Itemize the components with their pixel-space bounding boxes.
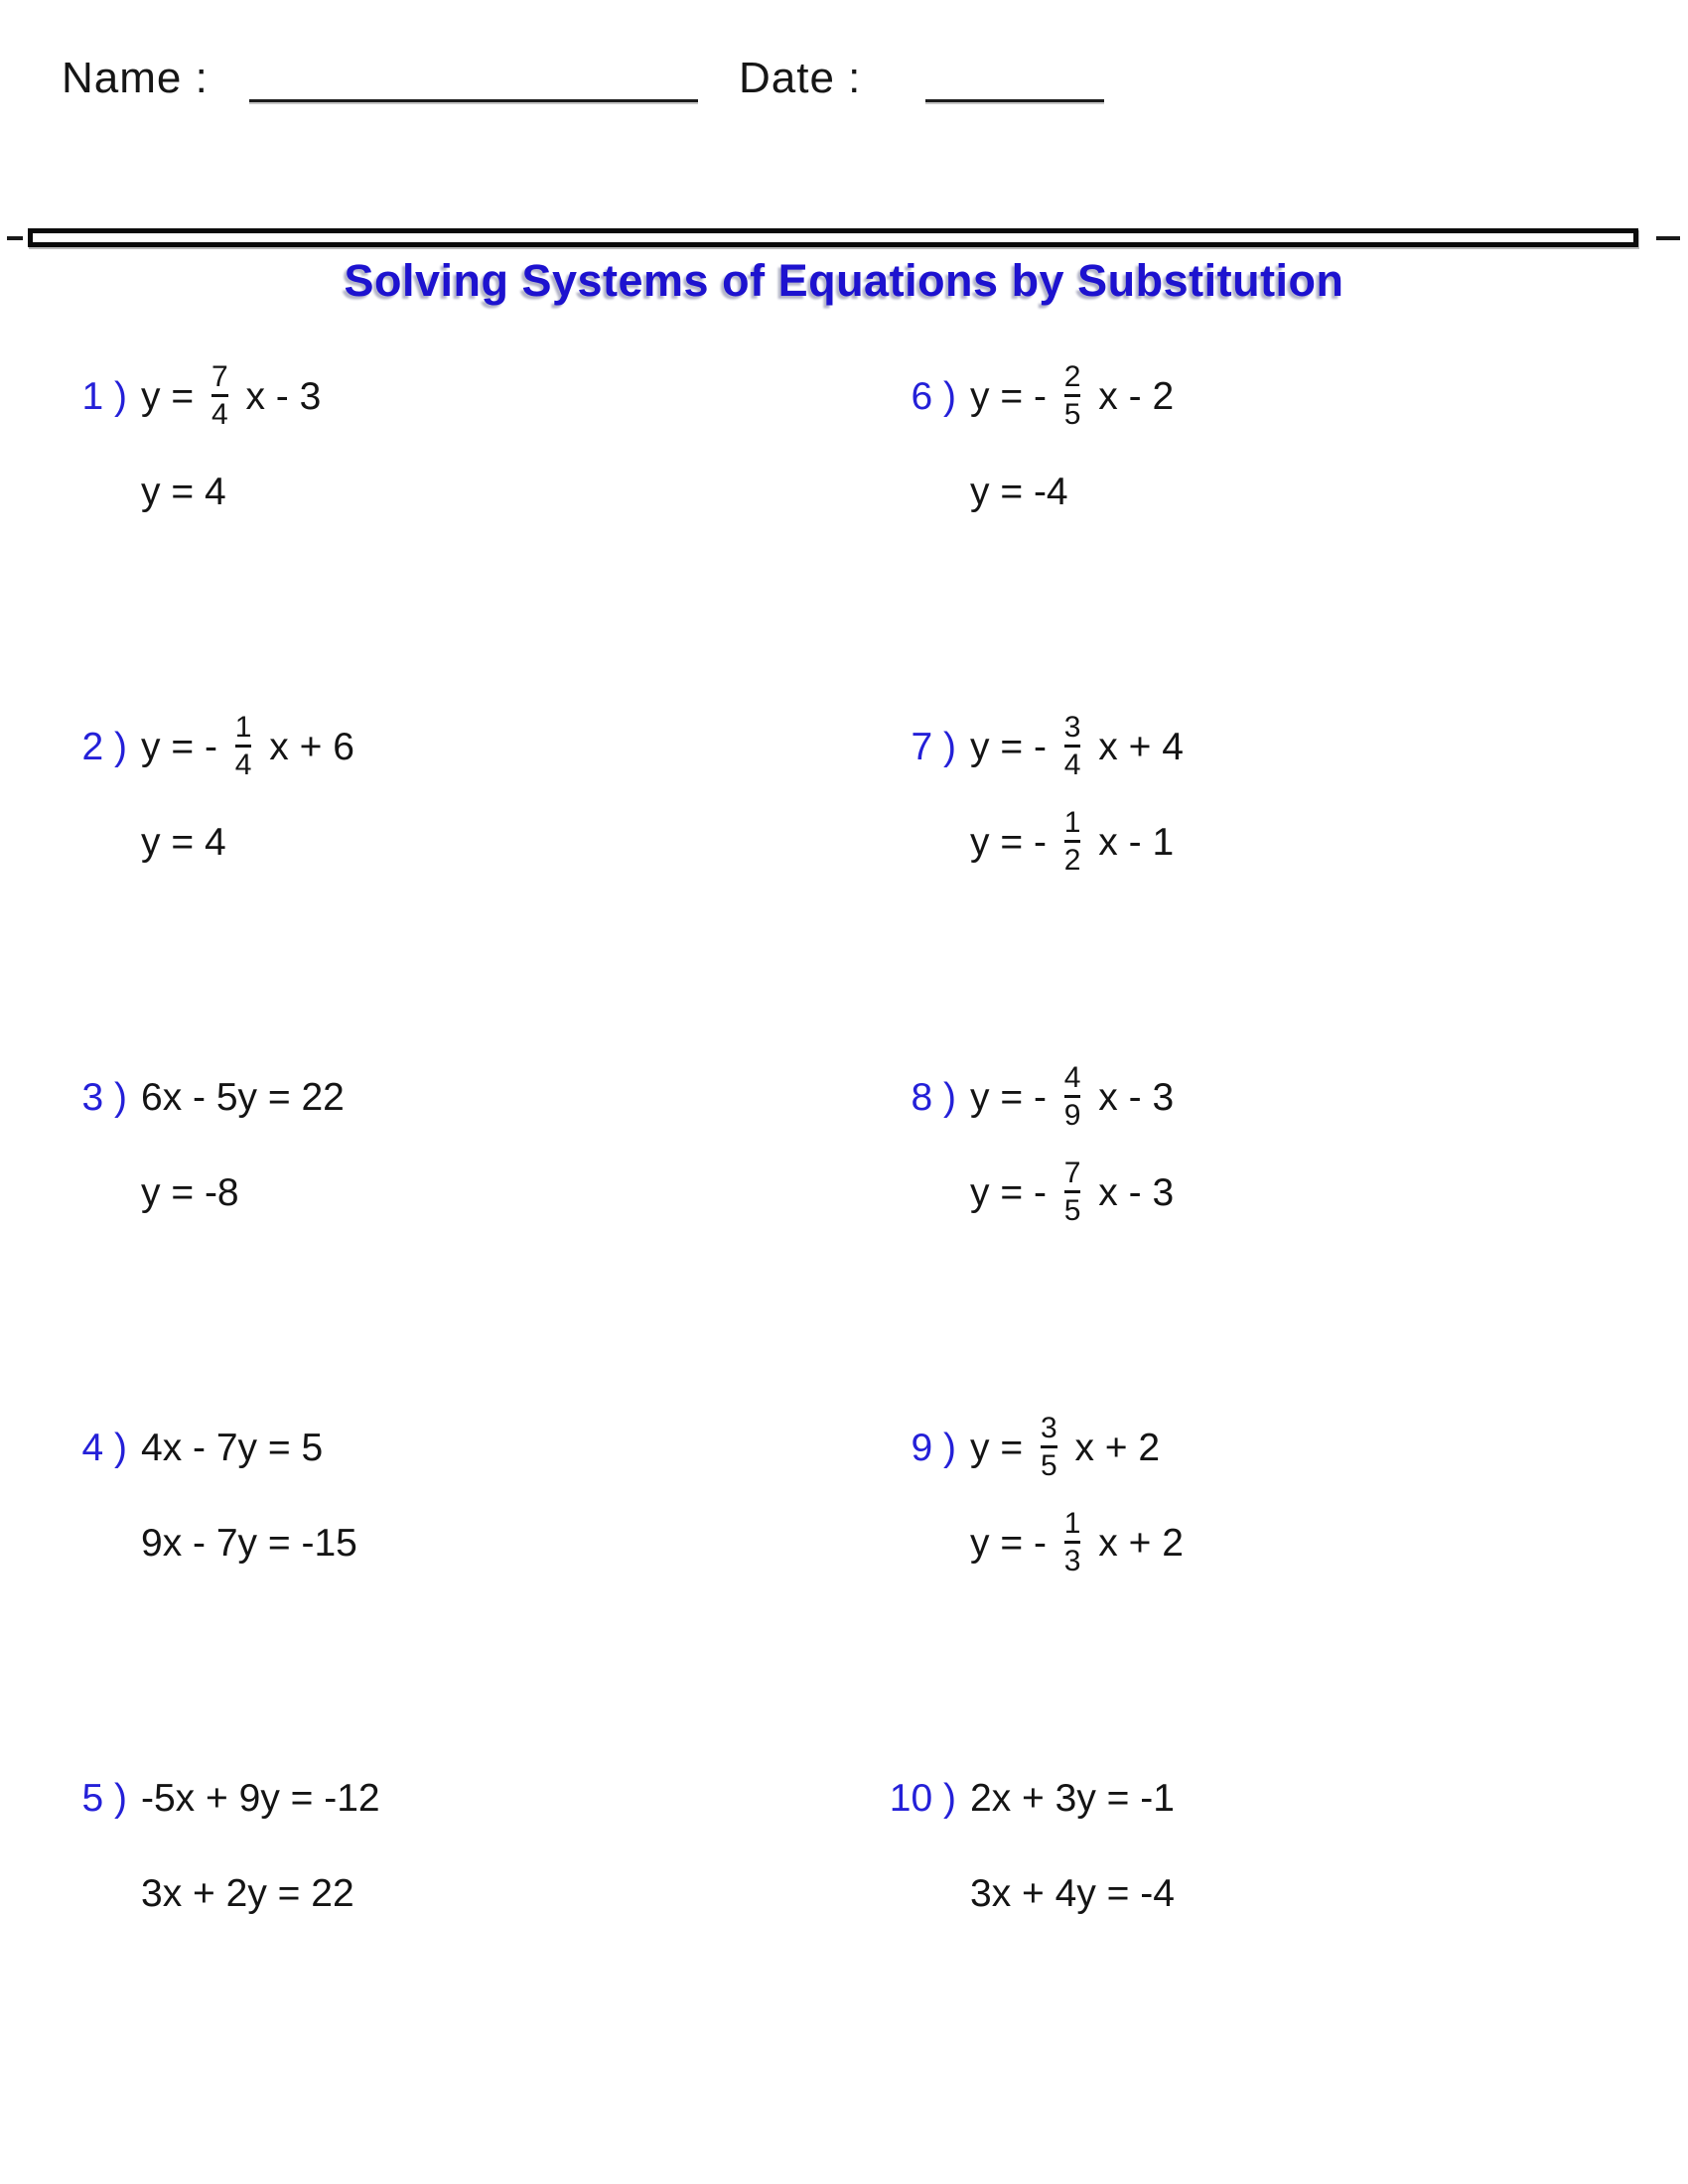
name-label: Name :	[62, 54, 209, 102]
fraction-bar	[1041, 1445, 1057, 1448]
problem-equations	[970, 1401, 1184, 1591]
equation-line-1	[141, 1050, 345, 1146]
equation-text: x - 3	[1087, 1171, 1175, 1214]
fraction	[1064, 361, 1081, 432]
problem-9	[829, 1401, 1688, 1751]
horizontal-rule	[28, 228, 1638, 247]
equation-text: y = -8	[141, 1171, 239, 1214]
equation-line-2	[970, 1846, 1175, 1942]
equation-line-1	[141, 1401, 357, 1496]
fraction-numerator: 1	[234, 710, 252, 744]
equation-text: 2x + 3y = -1	[970, 1777, 1175, 1820]
equation-line-1	[970, 349, 1174, 445]
problems-grid	[0, 349, 1688, 2102]
problem-number: 3 )	[81, 1076, 127, 1119]
equation-text: x + 2	[1063, 1427, 1161, 1469]
fraction	[1041, 1413, 1057, 1483]
fraction-denominator: 5	[1040, 1449, 1057, 1482]
equation-text: x + 6	[258, 726, 354, 768]
name-blank-line	[249, 99, 698, 102]
equation-text: 6x - 5y = 22	[141, 1076, 345, 1119]
equation-text: y = -	[970, 1522, 1057, 1565]
equation-text: y = -	[970, 1076, 1057, 1119]
problem-equations	[141, 1751, 380, 1942]
problem-1	[0, 349, 829, 700]
problem-number: 10 )	[889, 1777, 956, 1820]
fraction-numerator: 2	[1063, 359, 1081, 393]
fraction	[211, 361, 228, 432]
fraction	[235, 712, 252, 782]
fraction	[1064, 807, 1081, 878]
fraction-denominator: 5	[1063, 398, 1081, 431]
fraction	[1064, 712, 1081, 782]
fraction-bar	[1064, 1541, 1081, 1544]
equation-text: x - 3	[1087, 1076, 1175, 1119]
fraction-denominator: 2	[1063, 844, 1081, 877]
rule-end-dash-left	[7, 236, 23, 240]
equation-text: y = 4	[141, 471, 226, 513]
problem-4	[0, 1401, 829, 1751]
problem-8	[829, 1050, 1688, 1401]
equation-text: -5x + 9y = -12	[141, 1777, 380, 1820]
equation-line-1	[970, 700, 1184, 795]
equation-line-1	[141, 1751, 380, 1846]
equation-line-2	[141, 795, 354, 890]
equation-line-2	[141, 445, 321, 540]
fraction-denominator: 3	[1063, 1545, 1081, 1577]
equation-line-1	[970, 1050, 1174, 1146]
fraction	[1064, 1508, 1081, 1578]
equation-line-2	[970, 1146, 1174, 1241]
fraction-denominator: 5	[1063, 1194, 1081, 1227]
equation-line-1	[970, 1401, 1184, 1496]
problem-number: 8 )	[911, 1076, 956, 1119]
equation-line-2	[970, 795, 1184, 890]
fraction-bar	[1064, 745, 1081, 748]
equation-text: x + 2	[1087, 1522, 1184, 1565]
fraction-denominator: 9	[1063, 1099, 1081, 1132]
problem-equations	[970, 1050, 1174, 1241]
problem-number: 4 )	[81, 1427, 127, 1469]
equation-line-2	[970, 1496, 1184, 1591]
equation-line-2	[141, 1846, 380, 1942]
equation-line-2	[141, 1146, 345, 1241]
problem-equations	[141, 349, 321, 540]
problem-equations	[970, 349, 1174, 540]
problem-3	[0, 1050, 829, 1401]
problem-number: 9 )	[911, 1427, 956, 1469]
equation-text: y = -	[970, 1171, 1057, 1214]
problem-equations	[141, 700, 354, 890]
fraction-bar	[1064, 394, 1081, 397]
equation-text: 4x - 7y = 5	[141, 1427, 324, 1469]
fraction-bar	[211, 394, 228, 397]
problem-number: 6 )	[911, 375, 956, 418]
equation-text: x + 4	[1087, 726, 1184, 768]
fraction-numerator: 7	[211, 359, 228, 393]
fraction-bar	[1064, 840, 1081, 843]
problem-number: 7 )	[911, 726, 956, 768]
equation-text: x - 2	[1087, 375, 1175, 418]
fraction-numerator: 7	[1063, 1156, 1081, 1189]
equation-line-1	[970, 1751, 1175, 1846]
problem-number: 5 )	[81, 1777, 127, 1820]
rule-end-dash-right	[1656, 236, 1680, 240]
equation-text: y =	[970, 1427, 1034, 1469]
problem-equations	[141, 1401, 357, 1591]
equation-text: 3x + 2y = 22	[141, 1872, 354, 1915]
equation-line-2	[970, 445, 1174, 540]
equation-line-2	[141, 1496, 357, 1591]
problem-5	[0, 1751, 829, 2102]
fraction-bar	[1064, 1095, 1081, 1098]
problem-6	[829, 349, 1688, 700]
equation-text: y = -	[141, 726, 228, 768]
problem-number: 1 )	[81, 375, 127, 418]
problem-equations	[970, 700, 1184, 890]
equation-text: x - 3	[234, 375, 322, 418]
worksheet-title: Solving Systems of Equations by Substitution	[344, 255, 1344, 306]
problem-7	[829, 700, 1688, 1050]
equation-line-1	[141, 700, 354, 795]
fraction-bar	[1064, 1190, 1081, 1193]
equation-text: y = 4	[141, 821, 226, 864]
equation-text: y =	[141, 375, 205, 418]
equation-line-1	[141, 349, 321, 445]
fraction-bar	[235, 745, 252, 748]
equation-text: y = -	[970, 726, 1057, 768]
fraction-numerator: 3	[1040, 1411, 1057, 1444]
problem-10	[829, 1751, 1688, 2102]
date-label: Date :	[739, 54, 862, 102]
equation-text: y = -4	[970, 471, 1068, 513]
fraction-denominator: 4	[1063, 749, 1081, 781]
fraction-numerator: 1	[1063, 1506, 1081, 1540]
fraction-numerator: 4	[1063, 1060, 1081, 1094]
fraction-numerator: 1	[1063, 805, 1081, 839]
date-blank-line	[925, 99, 1104, 102]
fraction	[1064, 1158, 1081, 1228]
equation-text: y = -	[970, 375, 1057, 418]
fraction-numerator: 3	[1063, 710, 1081, 744]
fraction-denominator: 4	[234, 749, 252, 781]
fraction-denominator: 4	[211, 398, 228, 431]
problem-number: 2 )	[81, 726, 127, 768]
problem-equations	[141, 1050, 345, 1241]
equation-text: y = -	[970, 821, 1057, 864]
equation-text: 3x + 4y = -4	[970, 1872, 1175, 1915]
problem-equations	[970, 1751, 1175, 1942]
equation-text: x - 1	[1087, 821, 1175, 864]
equation-text: 9x - 7y = -15	[141, 1522, 357, 1565]
fraction	[1064, 1062, 1081, 1133]
problem-2	[0, 700, 829, 1050]
